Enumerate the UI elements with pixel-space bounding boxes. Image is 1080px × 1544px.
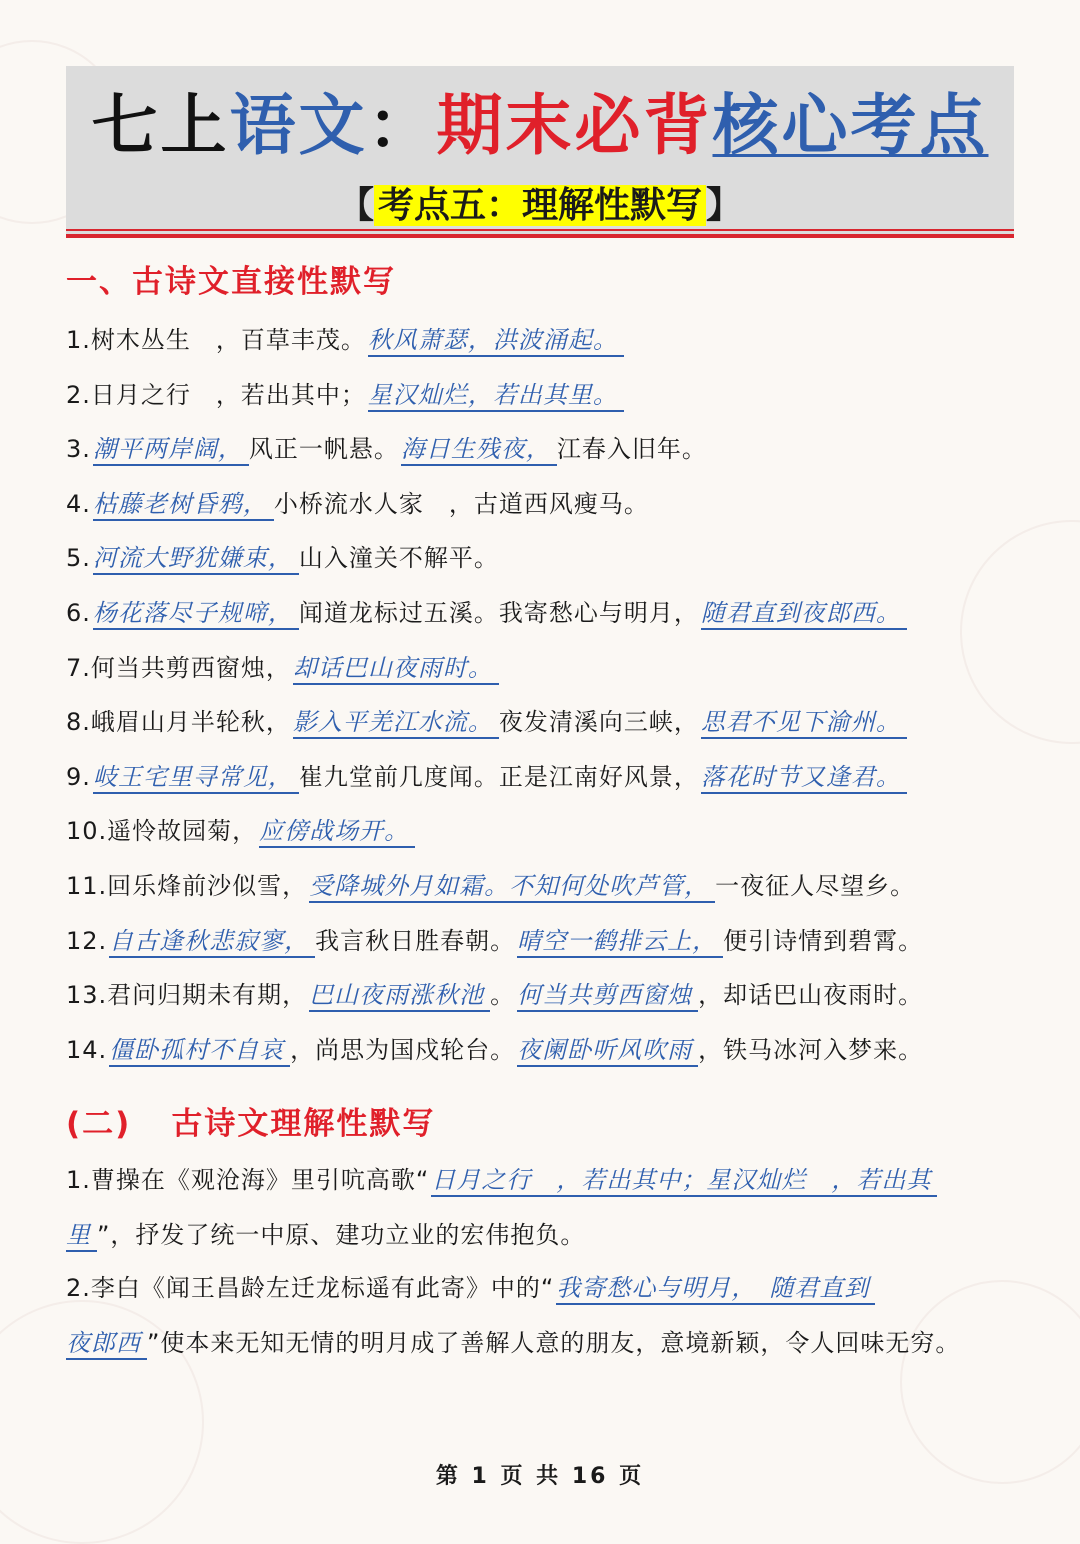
answer-blank: 岐王宅里寻常见， (93, 762, 299, 794)
list-item: 9.岐王宅里寻常见， 崔九堂前几度闻。正是江南好风景，落花时节又逢君。 (66, 757, 1046, 812)
answer-blank: 里 (66, 1220, 97, 1252)
answer-blank: 随君直到夜郎西。 (701, 598, 907, 630)
subtitle-bracket-open: 【 (337, 185, 374, 226)
title-core: 核心考点 (712, 87, 989, 164)
list-item: 5.河流大野犹嫌束， 山入潼关不解平。 (66, 538, 1046, 593)
answer-blank: 何当共剪西窗烛 (517, 980, 698, 1012)
list-item: 8.峨眉山月半轮秋，影入平羌江水流。 夜发清溪向三峡，思君不见下渝州。 (66, 702, 1046, 757)
section2-heading (66, 1104, 435, 1144)
list-item: 2.日月之行 ，若出其中；星汉灿烂，若出其里。 (66, 375, 1046, 430)
answer-blank: 思君不见下渝州。 (701, 707, 907, 739)
page-number: 第 1 页 共 16 页 (435, 1464, 645, 1489)
answer-blank: 我寄愁心与明月， 随君直到 (556, 1273, 875, 1305)
list-item: 14.僵卧孤村不自哀 ，尚思为国戍轮台。夜阑卧听风吹雨 ，铁马冰河入梦来。 (66, 1030, 1046, 1085)
subtitle-text: 考点五：理解性默写 (374, 185, 706, 226)
subtitle-bracket-close: 】 (706, 185, 743, 226)
answer-blank: 夜阑卧听风吹雨 (517, 1035, 698, 1067)
list-item: 7.何当共剪西窗烛，却话巴山夜雨时。 (66, 648, 1046, 703)
paragraph-2: 2.李白《闻王昌龄左迁龙标遥有此寄》中的“我寄愁心与明月， 随君直到 夜郎西 ”使本来无知无情的明月成了善解人意的朋友，意境新颖，令人回味无穷。 (66, 1261, 1016, 1370)
answer-blank: 影入平羌江水流。 (293, 707, 499, 739)
answer-blank: 应傍战场开。 (259, 816, 415, 848)
answer-blank: 日月之行 ，若出其中；星汉灿烂 ，若出其 (431, 1165, 937, 1197)
answer-blank: 杨花落尽子规啼， (93, 598, 299, 630)
list-item: 6.杨花落尽子规啼， 闻道龙标过五溪。我寄愁心与明月，随君直到夜郎西。 (66, 593, 1046, 648)
answer-blank: 自古逢秋悲寂寥， (109, 926, 315, 958)
divider-thin (66, 229, 1014, 231)
title-banner (66, 66, 1014, 238)
section1-list (66, 320, 1046, 1084)
list-item: 11.回乐烽前沙似雪，受降城外月如霜。不知何处吹芦管， 一夜征人尽望乡。 (66, 866, 1046, 921)
answer-blank: 潮平两岸阔， (93, 434, 249, 466)
answer-blank: 落花时节又逢君。 (701, 762, 907, 794)
list-item: 1.树木丛生 ，百草丰茂。秋风萧瑟，洪波涌起。 (66, 320, 1046, 375)
answer-blank: 星汉灿烂，若出其里。 (368, 380, 624, 412)
title-subject: 语文 (229, 87, 368, 164)
answer-blank: 晴空一鹤排云上， (517, 926, 723, 958)
section1-heading: 一、古诗文直接性默写 (66, 264, 396, 300)
divider-thick (66, 234, 1014, 238)
section2-heading-num: (二) (66, 1106, 132, 1142)
paragraph-1: 1.曹操在《观沧海》里引吭高歌“日月之行 ，若出其中；星汉灿烂 ，若出其 里 ”，抒发了统一中原、建功立业的宏伟抱负。 (66, 1153, 1016, 1262)
page-title (66, 86, 1014, 166)
answer-blank: 巴山夜雨涨秋池 (309, 980, 490, 1012)
answer-blank: 夜郎西 (66, 1328, 147, 1360)
list-item: 13.君问归期未有期，巴山夜雨涨秋池 。何当共剪西窗烛 ，却话巴山夜雨时。 (66, 975, 1046, 1030)
answer-blank: 河流大野犹嫌束， (93, 543, 299, 575)
answer-blank: 枯藤老树昏鸦， (93, 489, 274, 521)
answer-blank: 僵卧孤村不自哀 (109, 1035, 290, 1067)
answer-blank: 海日生残夜， (401, 434, 557, 466)
answer-blank: 却话巴山夜雨时。 (293, 653, 499, 685)
title-colon: ： (367, 87, 437, 164)
answer-blank: 秋风萧瑟，洪波涌起。 (368, 325, 624, 357)
list-item: 3.潮平两岸阔， 风正一帆悬。海日生残夜， 江春入旧年。 (66, 429, 1046, 484)
title-exam: 期末必背 (436, 87, 713, 164)
subtitle (66, 181, 1014, 231)
list-item: 10.遥怜故园菊，应傍战场开。 (66, 811, 1046, 866)
list-item: 12.自古逢秋悲寂寥， 我言秋日胜春朝。晴空一鹤排云上， 便引诗情到碧霄。 (66, 921, 1046, 976)
section2-heading-text: 古诗文理解性默写 (171, 1106, 436, 1142)
title-grade: 七上 (91, 87, 230, 164)
list-item: 4.枯藤老树昏鸦， 小桥流水人家 ，古道西风瘦马。 (66, 484, 1046, 539)
answer-blank: 受降城外月如霜。不知何处吹芦管， (309, 871, 715, 903)
